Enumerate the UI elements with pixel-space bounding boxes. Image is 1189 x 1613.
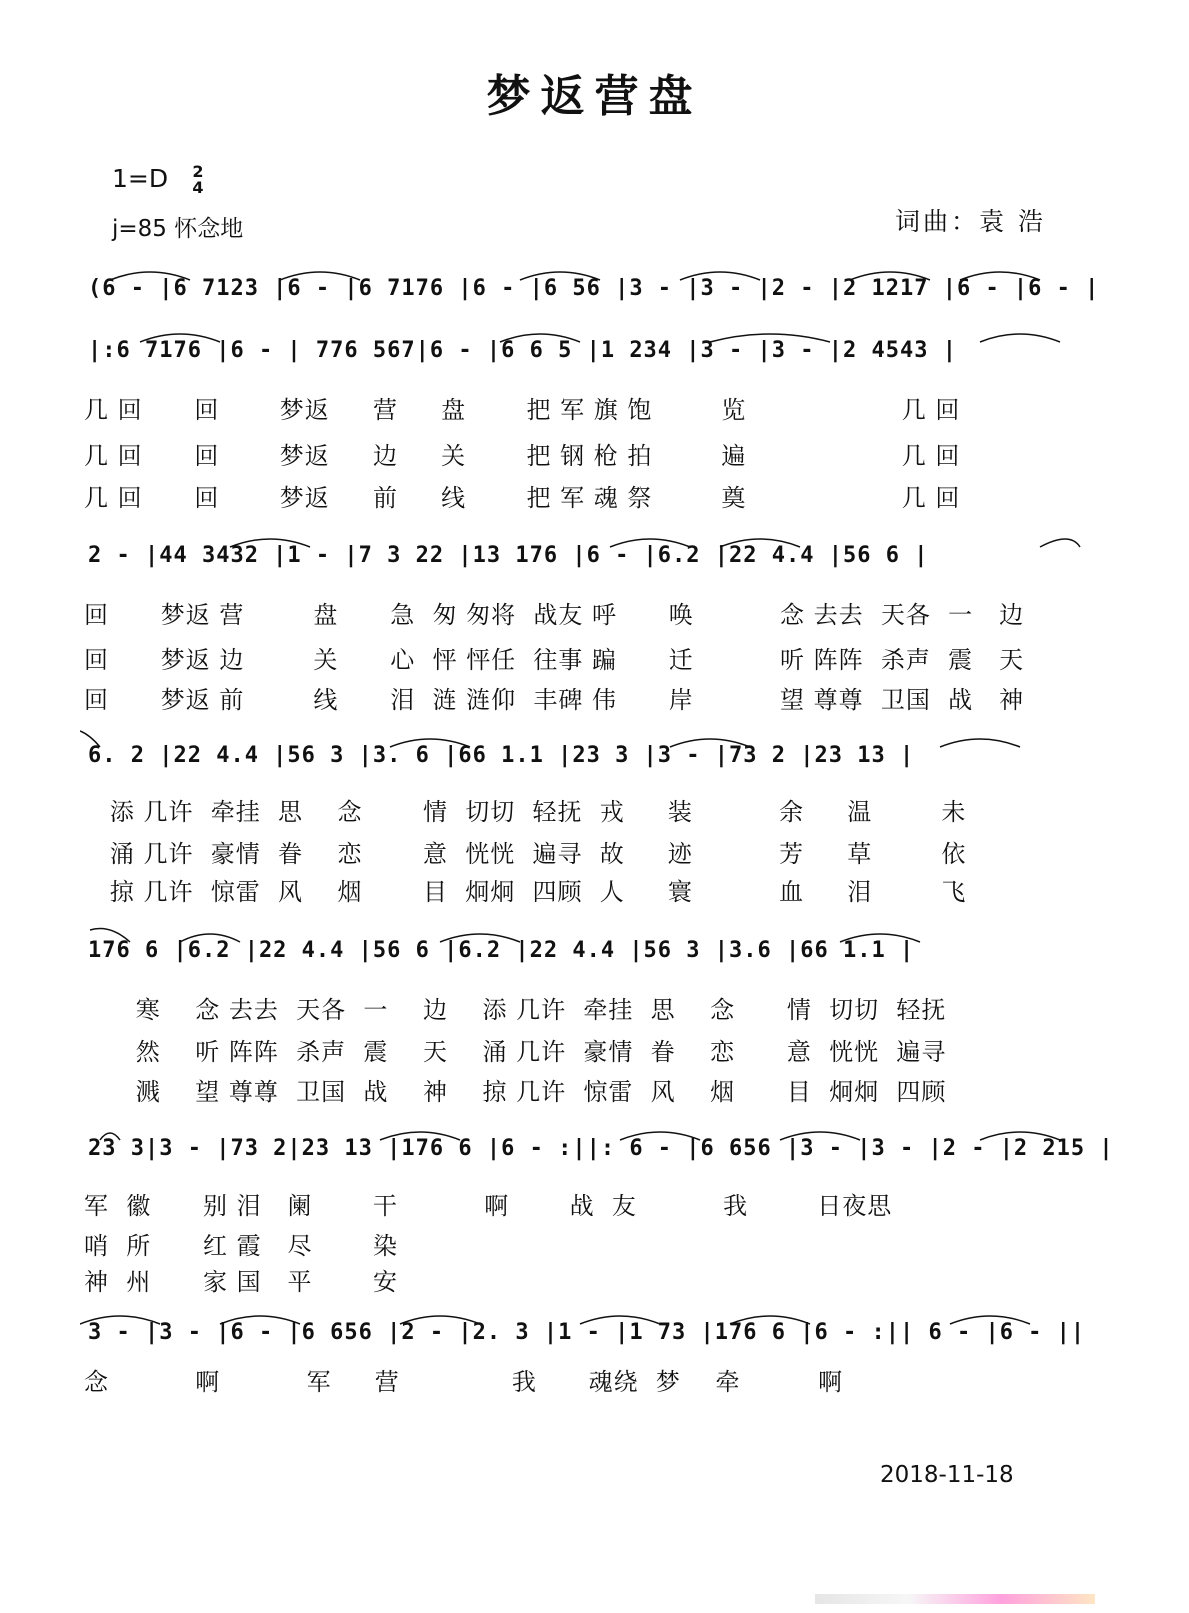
key-signature: 1=D [112, 164, 169, 193]
lyric-line: 军 徽 别 泪 阑 干 啊 战 友 我 日夜思 [84, 1192, 893, 1220]
score-system-1 [80, 268, 1100, 320]
score-system-2 [80, 330, 1090, 382]
time-signature [186, 164, 210, 196]
notation-line: |:6 7176 |6 - | 776 567|6 - |6 6 5 |1 234 |3 - |3 - |2 4543 | [88, 338, 957, 363]
lyric-line: 溅 望 尊尊 卫国 战 神 掠 几许 惊雷 风 烟 目 炯炯 四顾 [84, 1078, 947, 1106]
lyric-line: 然 听 阵阵 杀声 震 天 涌 几许 豪情 眷 恋 意 恍恍 遍寻 [84, 1038, 947, 1066]
notation-line: 176 6 |6.2 |22 4.4 |56 6 |6.2 |22 4.4 |56 3 |3.6 |66 1.1 | [88, 938, 915, 963]
score-system-3 [80, 535, 1090, 587]
lyric-line: 几 回 回 梦返 前 线 把 军 魂 祭 奠 几 回 [84, 484, 961, 512]
notation-line: (6 - |6 7123 |6 - |6 7176 |6 - |6 56 |3 - |3 - |2 - |2 1217 |6 - |6 - | [88, 276, 1100, 301]
author-credit: 词曲：袁 浩 [895, 207, 1046, 236]
notation-line: 6. 2 |22 4.4 |56 3 |3. 6 |66 1.1 |23 3 |3 - |73 2 |23 13 | [88, 743, 915, 768]
time-signature-top: 2 [192, 162, 204, 181]
lyric-line: 回 梦返 营 盘 急 匆 匆将 战友 呼 唤 念 去去 天各 一 边 [84, 601, 1025, 629]
notation-line: 3 - |3 - |6 - |6 656 |2 - |2. 3 |1 - |1 73 |176 6 |6 - :|| 6 - |6 - || [88, 1320, 1086, 1345]
score-system-7 [80, 1312, 1090, 1364]
page-title: 梦返营盘 [486, 71, 703, 122]
lyric-line: 神 州 家 国 平 安 [84, 1268, 398, 1296]
lyric-line: 几 回 回 梦返 营 盘 把 军 旗 饱 览 几 回 [84, 396, 961, 424]
lyric-line: 回 梦返 边 关 心 怦 怦任 往事 蹁 迁 听 阵阵 杀声 震 天 [84, 646, 1025, 674]
score-system-5 [80, 930, 1090, 982]
lyric-line: 添 几许 牵挂 思 念 情 切切 轻抚 戎 装 余 温 未 [84, 798, 967, 826]
score-system-6 [80, 1128, 1114, 1180]
watermark-strip [815, 1594, 1095, 1604]
tempo-marking: j=85 怀念地 [112, 216, 244, 242]
lyric-line: 涌 几许 豪情 眷 恋 意 恍恍 遍寻 故 迹 芳 草 依 [84, 840, 967, 868]
lyric-line: 几 回 回 梦返 边 关 把 钢 枪 拍 遍 几 回 [84, 442, 961, 470]
lyric-line: 回 梦返 前 线 泪 涟 涟仰 丰碑 伟 岸 望 尊尊 卫国 战 神 [84, 686, 1025, 714]
time-signature-bottom: 4 [192, 178, 204, 197]
lyric-line: 掠 几许 惊雷 风 烟 目 炯炯 四顾 人 寰 血 泪 飞 [84, 878, 967, 906]
score-system-4 [80, 735, 1090, 787]
lyric-line: 哨 所 红 霞 尽 染 [84, 1232, 398, 1260]
composition-date: 2018-11-18 [880, 1462, 1014, 1488]
notation-line: 2 - |44 3432 |1 - |7 3 22 |13 176 |6 - |6.2 |22 4.4 |56 6 | [88, 543, 929, 568]
lyric-line: 念 啊 军 营 我 魂绕 梦 牵 啊 [84, 1368, 844, 1396]
lyric-line: 寒 念 去去 天各 一 边 添 几许 牵挂 思 念 情 切切 轻抚 [84, 996, 947, 1024]
notation-line: 23 3|3 - |73 2|23 13 |176 6 |6 - :||: 6 - |6 656 |3 - |3 - |2 - |2 215 | [88, 1136, 1114, 1161]
